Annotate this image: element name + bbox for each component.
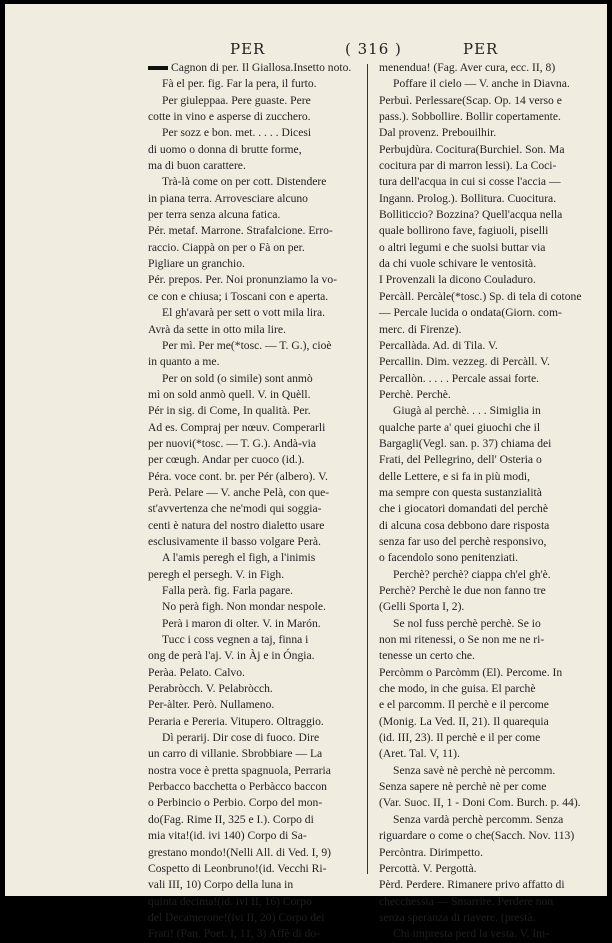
text-line: (Aret. Tal. V, 11). — [379, 747, 460, 761]
text-line: grestano mondo!(Nelli All. di Ved. I, 9) — [148, 845, 332, 859]
text-line: Dì perarij. Dir cose di fuoco. Dire — [162, 731, 320, 745]
text-line: che i giocatori domandati del perchè — [379, 502, 549, 516]
dictionary-page — [5, 4, 607, 941]
text-line: No perà figh. Non mondar nespole. — [162, 600, 326, 614]
text-line: Ad es. Compraj per nœuv. Comperarli — [148, 420, 326, 434]
text-line: non mi ritenessi, o Se non me ne ri- — [379, 633, 545, 647]
text-line: st'avvertenza che ne'modi qui soggia- — [148, 502, 322, 516]
text-line: centi è natura del nostro dialetto usare — [148, 518, 325, 532]
text-line: (Gelli Sporta I, 2). — [379, 600, 465, 614]
column-divider — [367, 64, 368, 874]
text-line: Dal provenz. Prebouilhir. — [379, 126, 497, 140]
text-line: per terra senza alcuna fatica. — [148, 208, 281, 222]
text-line: Pér. metaf. Marrone. Strafalcione. Erro- — [148, 224, 333, 238]
text-line: checchessia — Smarrire. Perdere non — [379, 894, 554, 908]
text-line: Senza sapere nè perchè nè per come — [379, 780, 547, 794]
right-column — [379, 60, 602, 943]
text-line: Perchè? Perchè le due non fanno tre — [379, 584, 546, 597]
text-line: I Provenzali la dicono Couladuro. — [379, 273, 536, 287]
text-line: Pér in sig. di Come, In qualità. Per. — [148, 404, 311, 418]
text-line: ma sempre con questa sustanzialità — [379, 485, 542, 499]
text-line: Cospetto di Leonbruno!(id. Vecchi Ri- — [148, 861, 327, 875]
text-line: tura dell'acqua in cui si cosse l'accia — — [379, 175, 561, 189]
text-line: del Decamerone!(ivi II, 20) Corpo dei — [148, 910, 325, 924]
text-line: quinta decima!(id. ivi II, 16) Corpo — [148, 894, 312, 908]
text-line: Frati, del Pellegrino, dell' Osteria o — [379, 453, 542, 467]
text-line: Percallàda. Ad. di Tila. V. — [379, 338, 498, 352]
header-left-guide-word: PER — [230, 40, 266, 58]
text-line: Perbujdùra. Cocitura(Burchiel. Son. Ma — [379, 142, 565, 156]
text-line: A l'amis peregh el figh, a l'inimis — [162, 551, 316, 565]
text-line: Trà-là come on per cott. Distendere — [162, 175, 327, 189]
text-line: da chi vuole schivare le ventosità. — [379, 257, 537, 271]
text-line: di uomo o donna di brutte forme, — [148, 142, 302, 156]
text-line: do(Fag. Rime II, 325 e I.). Corpo di — [148, 812, 314, 826]
text-line: Per on sold (o simile) sont anmò — [162, 371, 313, 385]
text-line: Ingann. Prolog.). Bollitura. Cuocitura. — [379, 191, 557, 205]
text-line: per cœugh. Andar per cuoco (id.). — [148, 453, 305, 467]
text-line: — Percale lucida o ondata(Giorn. com- — [379, 306, 562, 320]
text-line: Pigliare un granchio. — [148, 257, 245, 271]
text-line: Peràa. Pelato. Calvo. — [148, 665, 245, 679]
text-line: Chi impresta perd la vesta. V. Im- — [393, 927, 550, 941]
text-line: Cagnon di per. Il Giallosa.Insetto noto. — [148, 60, 354, 76]
header-right-guide-word: PER — [463, 40, 499, 58]
text-line: Tucc i coss vegnen a taj, finna i — [162, 633, 309, 647]
text-line: Péra. voce cont. br. per Pér (albero). V. — [148, 469, 328, 483]
text-line: Bolliticcio? Bozzina? Quell'acqua nella — [379, 208, 563, 222]
text-line: in piana terra. Arrovesciare alcuno — [148, 191, 308, 205]
text-line: Pér. prepos. Per. Noi pronunziamo la vo- — [148, 273, 338, 287]
text-line: Frati! (Pan. Poet. I, 11, 3) Affè di do- — [148, 927, 320, 941]
text-line: Pèrd. Perdere. Rimanere privo affatto di — [379, 878, 565, 892]
text-line: Perchè. Perchè. — [379, 387, 451, 401]
text-line: Per-àlter. Però. Nullameno. — [148, 698, 275, 712]
text-line: senza far uso del perchè responsivo, — [379, 534, 547, 548]
text-line: Per giuleppaa. Pere guaste. Pere — [162, 93, 311, 107]
text-line: merc. di Firenze). — [379, 322, 462, 336]
text-line: o altri legumi e che suolsi buttar via — [379, 240, 546, 254]
text-line: Percòmm o Parcòmm (El). Percome. In — [379, 665, 563, 679]
text-line: mia vita!(id. ivi 140) Corpo di Sa- — [148, 829, 307, 843]
text-line: Percòntra. Dirimpetto. — [379, 845, 483, 859]
text-line: Senza savè nè perchè nè percomm. — [393, 763, 556, 777]
text-line: menendua! (Fag. Aver cura, ecc. II, 8) — [379, 61, 556, 74]
text-line: in quanto a me. — [148, 355, 220, 369]
text-line: El gh'avarà per sett o vott mila lira. — [162, 306, 326, 320]
text-line: o Perbincio o Perbio. Corpo del mon- — [148, 796, 323, 810]
text-line: delle Lettere, e si fa in più modi, — [379, 469, 530, 483]
text-line: ce con e chiusa; i Toscani con e aperta. — [148, 289, 329, 303]
text-line: Peraria e Pereria. Vitupero. Oltraggio. — [148, 714, 324, 728]
text-line: Percottà. V. Pergottà. — [379, 861, 477, 875]
text-line: (Var. Suoc. II, 1 - Doni Com. Burch. p. 44). — [379, 796, 581, 810]
text-line: di alcuna cosa debbono dare risposta — [379, 518, 550, 532]
text-line: cocitura par di marron lessi). La Coci- — [379, 159, 557, 173]
text-line: o facendolo sono penitenziati. — [379, 551, 519, 565]
text-line: Perbuì. Perlessare(Scap. Op. 14 verso e — [379, 93, 562, 107]
text-line: Per mì. Per me(*tosc. — T. G.), cioè — [162, 338, 332, 352]
text-line: un carro di villanie. Sbrobbiare — La — [148, 747, 323, 761]
text-line: Perbacco bacchetta o Perbàcco baccon — [148, 780, 327, 794]
text-line: pass.). Sobbollire. Bollir copertamente. — [379, 110, 561, 124]
text-line: (id. III, 23). Il perchè e il per come — [379, 731, 541, 745]
text-line: Senza vardà perchè percomm. Senza — [393, 812, 564, 826]
left-column — [148, 60, 354, 943]
text-line: per nuovi(*tosc. — T. G.). Andà-via — [148, 436, 316, 450]
text-line: Percàll. Percàle(*tosc.) Sp. di tela di cotone — [379, 289, 582, 303]
text-line: vali III, 10) Corpo della luna in — [148, 878, 294, 892]
text-line: senza speranza di riavere. (prestà. — [379, 910, 536, 924]
text-line: (Monig. La Ved. II, 21). Il quarequia — [379, 714, 549, 728]
text-line: peregh el persegh. V. in Figh. — [148, 567, 285, 581]
text-line: Bargagli(Vegl. san. p. 37) chiama dei — [379, 436, 552, 450]
text-line: quale bollirono fave, fagiuoli, piselli — [379, 224, 549, 238]
text-line: ma di buon carattere. — [148, 159, 246, 173]
text-line: ong de perà l'aj. V. in Àj e in Óngia. — [148, 649, 315, 663]
text-line: Per sozz e bon. met. . . . . Dicesi — [162, 126, 312, 140]
text-line: raccio. Ciappà on per o Fà on per. — [148, 240, 305, 254]
text-line: Poffare il cielo — V. anche in Diavna. — [393, 77, 570, 91]
text-line: Perà i maron di olter. V. in Marón. — [162, 616, 321, 630]
text-line: Giugà al perchè. . . . Simiglia in — [393, 404, 541, 418]
text-line: che modo, in che guisa. El parchè — [379, 682, 536, 696]
text-line: Perabròcch. V. Pelabròcch. — [148, 682, 273, 696]
text-line: cotte in vino e asperse di zucchero. — [148, 110, 311, 124]
text-line: Avrà da sette in otto mila lire. — [148, 322, 286, 336]
text-line: Fà el per. fig. Far la pera, il furto. — [162, 77, 317, 91]
text-line: e el parcomm. Il perchè e il percome — [379, 698, 549, 712]
page-number: ( 316 ) — [345, 40, 402, 58]
text-line: Percallin. Dim. vezzeg. di Percàll. V. — [379, 355, 550, 369]
text-line: Perà. Pelare — V. anche Pelà, con que- — [148, 485, 330, 499]
text-line: Perchè? perchè? ciappa ch'el gh'è. — [393, 567, 551, 581]
text-line: Falla perà. fig. Farla pagare. — [162, 584, 294, 597]
text-line: mì on sold anmò quell. V. in Quèll. — [148, 387, 311, 401]
text-line: nostra voce è pretta spagnuola, Perraria — [148, 763, 331, 777]
text-line: qualche parte a' quei giuochi che il — [379, 420, 541, 434]
text-line: tenesse un certo che. — [379, 649, 475, 663]
text-line: riguardare o come o che(Sacch. Nov. 113) — [379, 829, 575, 843]
text-line: Se nol fuss perchè perchè. Se io — [393, 616, 541, 630]
text-line: esclusivamente il basso volgare Perà. — [148, 534, 321, 548]
text-line: Percallòn. . . . . Percale assai forte. — [379, 371, 539, 385]
